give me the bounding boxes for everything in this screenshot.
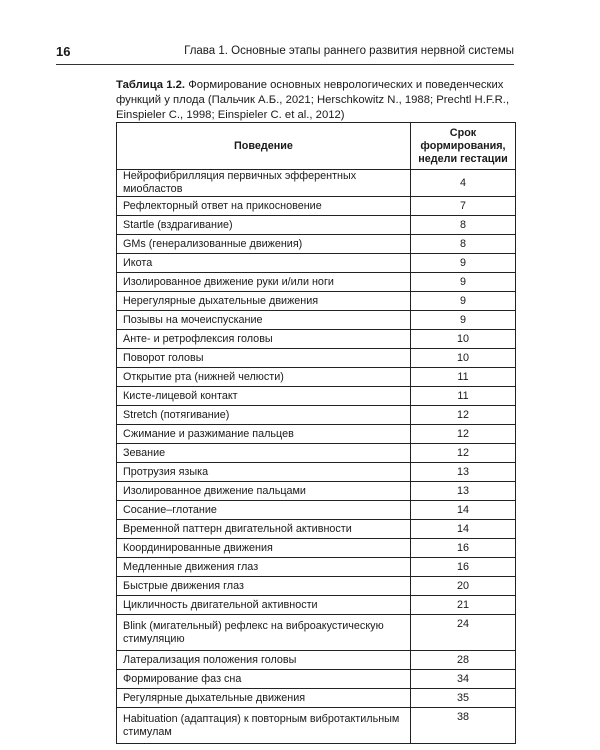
behavior-cell: Изолированное движение пальцами [117,482,411,501]
week-cell: 24 [411,615,516,651]
behavior-cell: Startle (вздрагивание) [117,216,411,235]
table-row [117,235,516,254]
behavior-cell: GMs (генерализованные движения) [117,235,411,254]
behavior-cell: Координированные движения [117,539,411,558]
week-cell: 11 [411,387,516,406]
table-row [117,539,516,558]
chapter-title: Глава 1. Основные этапы раннего развития нервной системы [184,45,514,57]
behavior-cell: Сосание–глотание [117,501,411,520]
behavior-cell: Habituation (адаптация) к повторным вибротактильным стимулам [117,708,411,744]
table-row [117,463,516,482]
week-cell: 12 [411,425,516,444]
table-row [117,349,516,368]
table-row [117,197,516,216]
behavior-cell: Blink (мигательный) рефлекс на виброакустическую стимуляцию [117,615,411,651]
week-cell: 9 [411,311,516,330]
behavior-cell: Временной паттерн двигательной активности [117,520,411,539]
week-cell: 16 [411,558,516,577]
table-body [117,170,516,744]
behavior-cell: Изолированное движение руки и/или ноги [117,273,411,292]
behavior-cell: Икота [117,254,411,273]
week-cell: 10 [411,349,516,368]
week-cell: 12 [411,444,516,463]
week-cell: 4 [411,170,516,197]
column-header-behavior: Поведение [117,123,411,170]
behavior-cell: Медленные движения глаз [117,558,411,577]
table-row [117,311,516,330]
behavior-cell: Рефлекторный ответ на прикосновение [117,197,411,216]
behavior-cell: Регулярные дыхательные движения [117,689,411,708]
behavior-cell: Позывы на мочеиспускание [117,311,411,330]
table-row [117,670,516,689]
table-row [117,689,516,708]
week-cell: 34 [411,670,516,689]
week-cell: 13 [411,482,516,501]
table-row [117,558,516,577]
table-caption-text: Формирование основных неврологических и поведенческих функций у плода (Пальчик А.Б., 2021; Herschkowitz N., 1988; Prechtl H.F.R., Einspieler C., 1998; Einspieler C. et al., 2012) [116,79,510,121]
week-cell: 9 [411,292,516,311]
table-row [117,577,516,596]
table-row [117,444,516,463]
table-row [117,406,516,425]
table-row [117,615,516,651]
behavior-cell: Протрузия языка [117,463,411,482]
week-cell: 10 [411,330,516,349]
page-number: 16 [56,44,71,59]
behavior-table [116,122,516,744]
behavior-cell: Stretch (потягивание) [117,406,411,425]
week-cell: 35 [411,689,516,708]
behavior-cell: Анте- и ретрофлексия головы [117,330,411,349]
table-row [117,292,516,311]
table-row [117,254,516,273]
behavior-cell: Кисте-лицевой контакт [117,387,411,406]
behavior-cell: Зевание [117,444,411,463]
table-row [117,482,516,501]
table-row [117,520,516,539]
week-cell: 14 [411,520,516,539]
table-row [117,273,516,292]
table-row [117,651,516,670]
column-header-week: Срок формирования, недели гестации [411,123,516,170]
behavior-cell: Цикличность двигательной активности [117,596,411,615]
week-cell: 21 [411,596,516,615]
table-header-row [117,123,516,170]
table-row [117,425,516,444]
table-row [117,501,516,520]
week-cell: 12 [411,406,516,425]
behavior-cell: Латерализация положения головы [117,651,411,670]
week-cell: 14 [411,501,516,520]
behavior-cell: Быстрые движения глаз [117,577,411,596]
table-row [117,368,516,387]
week-cell: 20 [411,577,516,596]
behavior-cell: Нейрофибрилляция первичных эфферентных миобластов [117,170,411,197]
behavior-cell: Сжимание и разжимание пальцев [117,425,411,444]
week-cell: 9 [411,254,516,273]
behavior-cell: Открытие рта (нижней челюсти) [117,368,411,387]
table-row [117,596,516,615]
table-caption [116,78,516,123]
table-label: Таблица 1.2. [116,79,186,91]
week-cell: 38 [411,708,516,744]
week-cell: 8 [411,216,516,235]
table-row [117,216,516,235]
week-cell: 7 [411,197,516,216]
table-row [117,387,516,406]
week-cell: 8 [411,235,516,254]
running-header [56,44,514,65]
week-cell: 16 [411,539,516,558]
week-cell: 11 [411,368,516,387]
table-row [117,708,516,744]
week-cell: 28 [411,651,516,670]
table-row [117,170,516,197]
behavior-cell: Нерегулярные дыхательные движения [117,292,411,311]
behavior-cell: Формирование фаз сна [117,670,411,689]
week-cell: 9 [411,273,516,292]
table-row [117,330,516,349]
behavior-cell: Поворот головы [117,349,411,368]
week-cell: 13 [411,463,516,482]
